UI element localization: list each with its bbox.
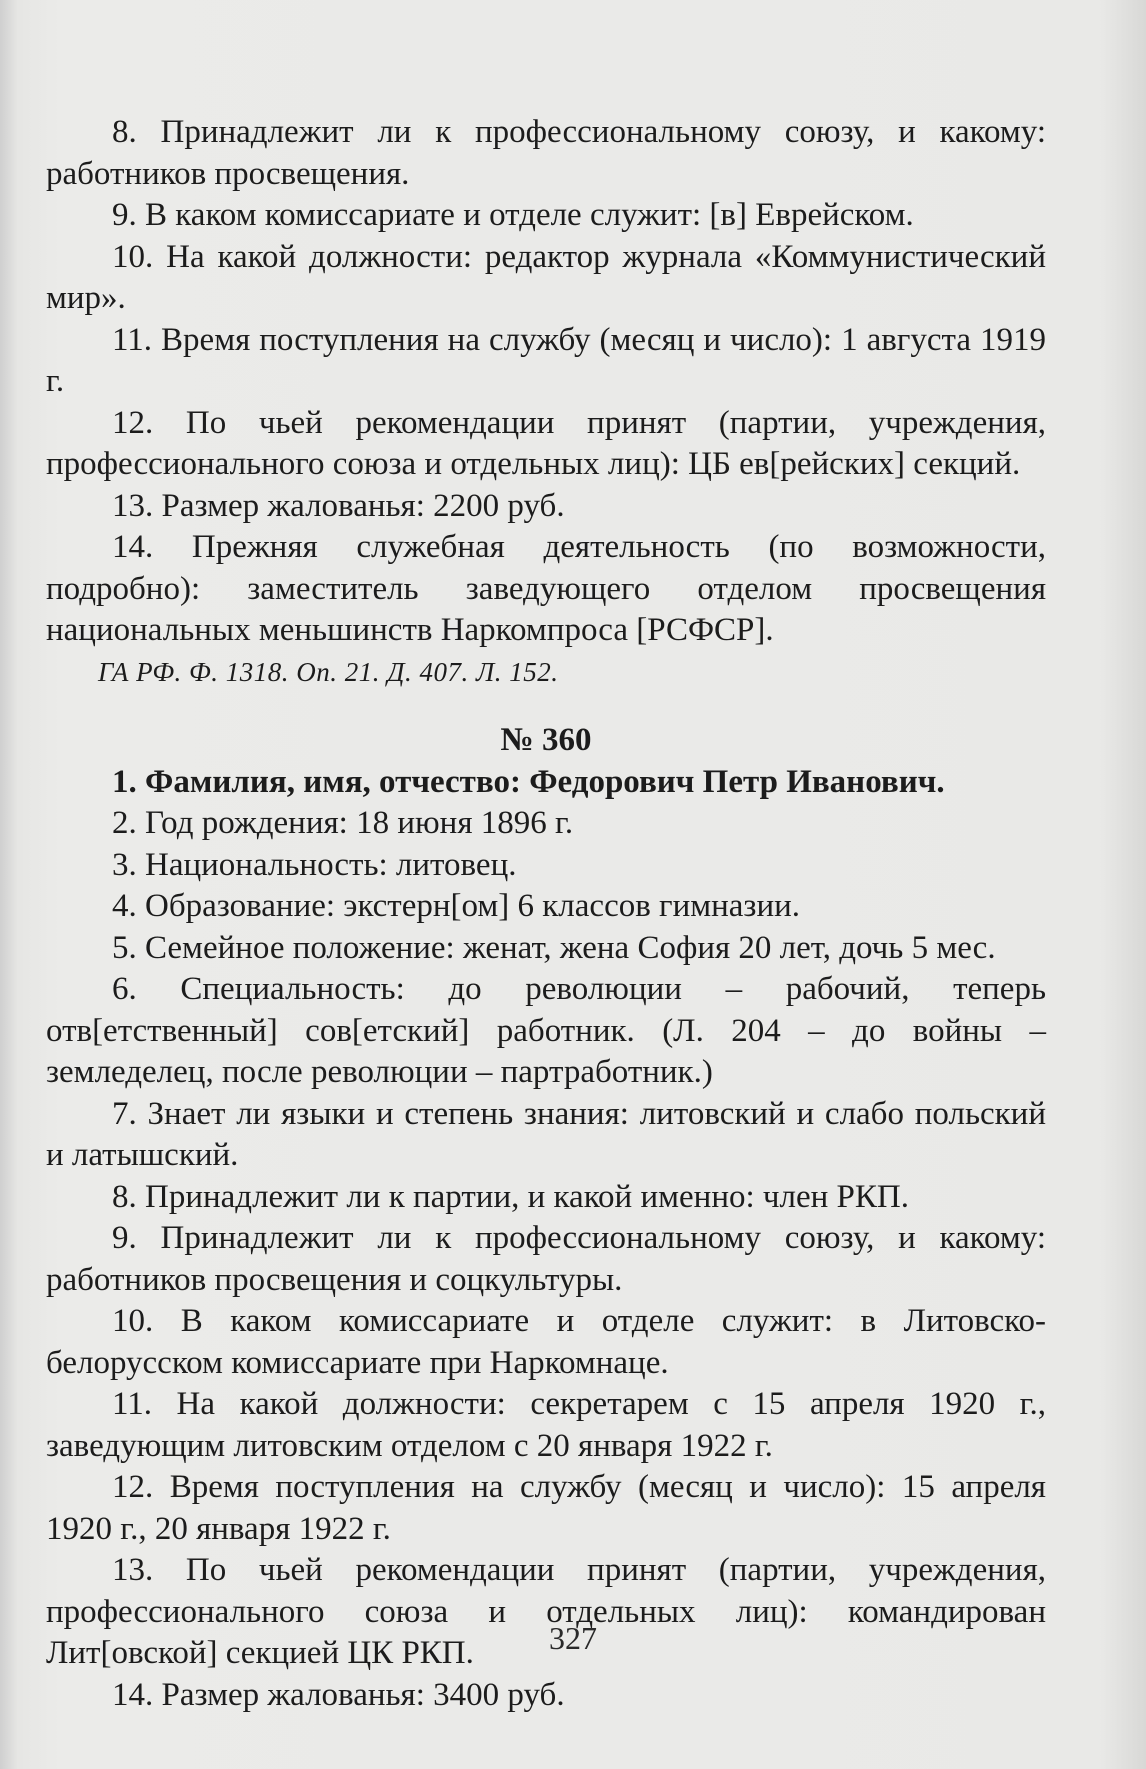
prev-item-11: 11. Время поступления на службу (месяц и число): 1 августа 1919 г. bbox=[46, 321, 1046, 399]
archive-source: ГА РФ. Ф. 1318. Оп. 21. Д. 407. Л. 152. bbox=[98, 656, 559, 687]
prev-item-12: 12. По чьей рекомендации принят (партии, учреждения, профессионального союза и отдельных лиц): ЦБ ев[рейских] секций. bbox=[46, 404, 1046, 482]
entry-item-12: 12. Время поступления на службу (месяц и число): 15 апреля 1920 г., 20 января 1922 г. bbox=[46, 1469, 1046, 1547]
entry-item-4: 4. Образование: экстерн[ом] 6 классов гимназии. bbox=[112, 888, 801, 924]
entry-item-5: 5. Семейное положение: женат, жена София 20 лет, дочь 5 мес. bbox=[112, 929, 996, 966]
page-text bbox=[46, 112, 1046, 1716]
prev-item-8: 8. Принадлежит ли к профессиональному союзу, и какому: работников просвещения. bbox=[46, 114, 1046, 192]
entry-title: 1. Фамилия, имя, отчество: Федорович Петр Иванович. bbox=[112, 763, 945, 800]
prev-item-9: 9. В каком комиссариате и отделе служит: [в] Еврейском. bbox=[112, 197, 914, 233]
entry-item-8: 8. Принадлежит ли к партии, и какой именно: член РКП. bbox=[112, 1178, 909, 1215]
entry-item-7: 7. Знает ли языки и степень знания: литовский и слабо польский и латышский. bbox=[46, 1095, 1046, 1173]
prev-item-14: 14. Прежняя служебная деятельность (по возможности, подробно): заместитель заведующего отделом просвещения национальных меньшинств Наркомпроса [РСФСР]. bbox=[46, 529, 1046, 648]
entry-item-13: 13. По чьей рекомендации принят (партии, учреждения, профессионального союза и отдельных лиц): командирован Лит[овской] секцией ЦК РКП. bbox=[46, 1552, 1046, 1671]
entry-item-11: 11. На какой должности: секретарем с 15 апреля 1920 г., заведующим литовским отделом с 20 января 1922 г. bbox=[46, 1386, 1046, 1464]
entry-item-2: 2. Год рождения: 18 июня 1896 г. bbox=[112, 805, 574, 841]
entry-item-3: 3. Национальность: литовец. bbox=[112, 846, 517, 883]
prev-item-10: 10. На какой должности: редактор журнала «Коммунистический мир». bbox=[46, 238, 1046, 316]
entry-item-14: 14. Размер жалованья: 3400 руб. bbox=[112, 1676, 565, 1713]
prev-item-13: 13. Размер жалованья: 2200 руб. bbox=[112, 487, 565, 524]
entry-item-10: 10. В каком комиссариате и отделе служит: в Литовско-белорусском комиссариате при Наркомнаце. bbox=[46, 1303, 1046, 1381]
entry-item-9: 9. Принадлежит ли к профессиональному союзу, и какому: работников просвещения и соцкультуры. bbox=[46, 1220, 1046, 1298]
page-number: 327 bbox=[549, 1620, 597, 1656]
document-number: № 360 bbox=[500, 721, 592, 758]
entry-item-6: 6. Специальность: до революции – рабочий, теперь отв[етственный] сов[етский] работник. (Л. 204 – до войны – земледелец, после революции – партработник.) bbox=[46, 971, 1046, 1090]
